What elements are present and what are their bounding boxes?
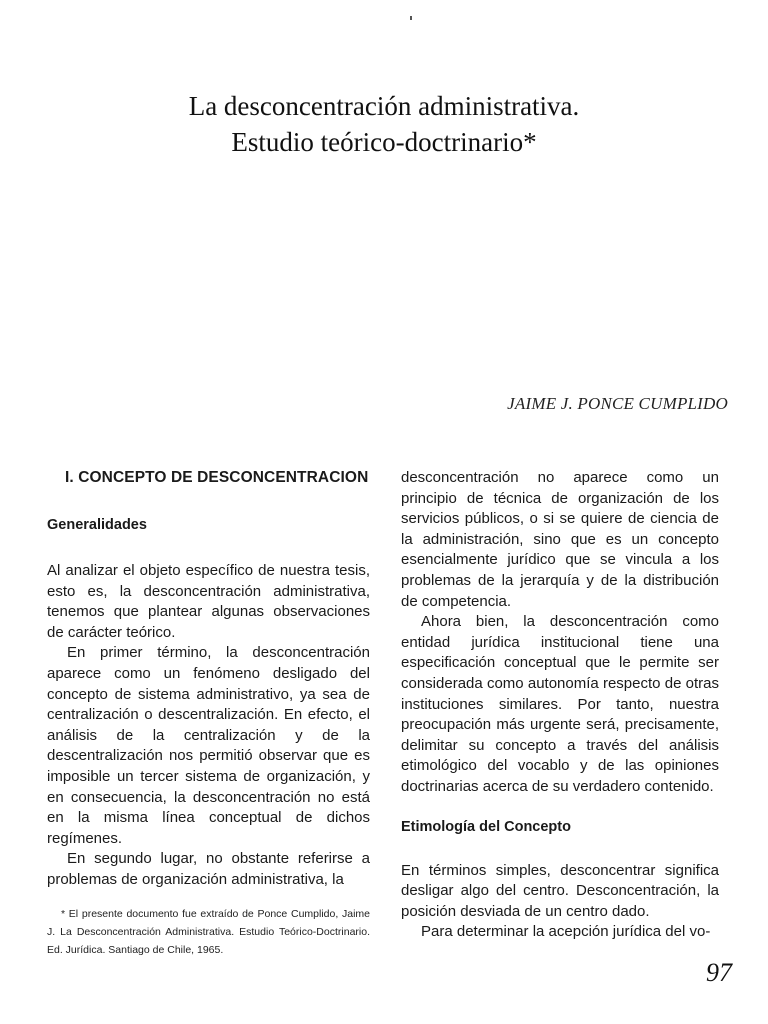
paragraph: En segundo lugar, no obstante referirse a problemas de organización administrativa, la [47, 850, 370, 888]
left-column [47, 468, 370, 891]
footnote: * El presente documento fue extraído de Ponce Cumplido, Jaime J. La Desconcentración Administrativa. Estudio Teórico-Doctrinario. Ed. Jurídica. Santiago de Chile, 1965. [47, 908, 370, 956]
scan-mark [410, 16, 412, 20]
right-column [401, 468, 719, 943]
paragraph: En términos simples, desconcentrar significa desligar algo del centro. Desconcentración, la posición desviada de un centro dado. [401, 861, 719, 920]
subheading-etimologia: Etimología del Concepto [401, 818, 571, 835]
title-line-1: La desconcentración administrativa. [188, 91, 580, 121]
subheading-generalidades: Generalidades [47, 517, 147, 533]
paragraph: Al analizar el objeto específico de nuestra tesis, esto es, la desconcentración administrativa, tenemos que plantear algunas observaciones de carácter teórico. [47, 562, 370, 641]
paragraph: Ahora bien, la desconcentración como entidad jurídica institucional tiene una especificación conceptual que le permite ser considerada como autonomía respecto de otras instituciones similares. Por tanto, nuestra preocupación más urgente será, precisamente, delimitar su concepto a través del análisis etimológico del vocablo y de las opiniones doctrinarias acerca de su verdadero contenido. [401, 613, 719, 795]
paragraph: En primer término, la desconcentración aparece como un fenómeno desligado del concepto de sistema administrativo, ya sea de centralización o descentralización. En efecto, el análisis de la centralización y de la descentralización nos permitió observar que es imposible un tercer sistema de organización, y en consecuencia, la desconcentración no está en la misma línea conceptual de dichos regímenes. [47, 644, 370, 847]
paragraph: desconcentración no aparece como un principio de técnica de organización de los servicios públicos, o si se quiere de ciencia de la administración, sino que es un concepto esencialmente jurídico que se vincula a los problemas de la jerarquía y de la distribución de competencia. [401, 469, 719, 610]
page-number: 97 [706, 958, 732, 987]
title-line-2: Estudio teórico-doctrinario* [231, 127, 537, 157]
author-name: JAIME J. PONCE CUMPLIDO [507, 394, 728, 413]
paragraph: Para determinar la acepción jurídica del vo- [421, 923, 711, 941]
section-heading: I. CONCEPTO DE DESCONCENTRACION [65, 469, 369, 486]
article-title [0, 88, 768, 160]
